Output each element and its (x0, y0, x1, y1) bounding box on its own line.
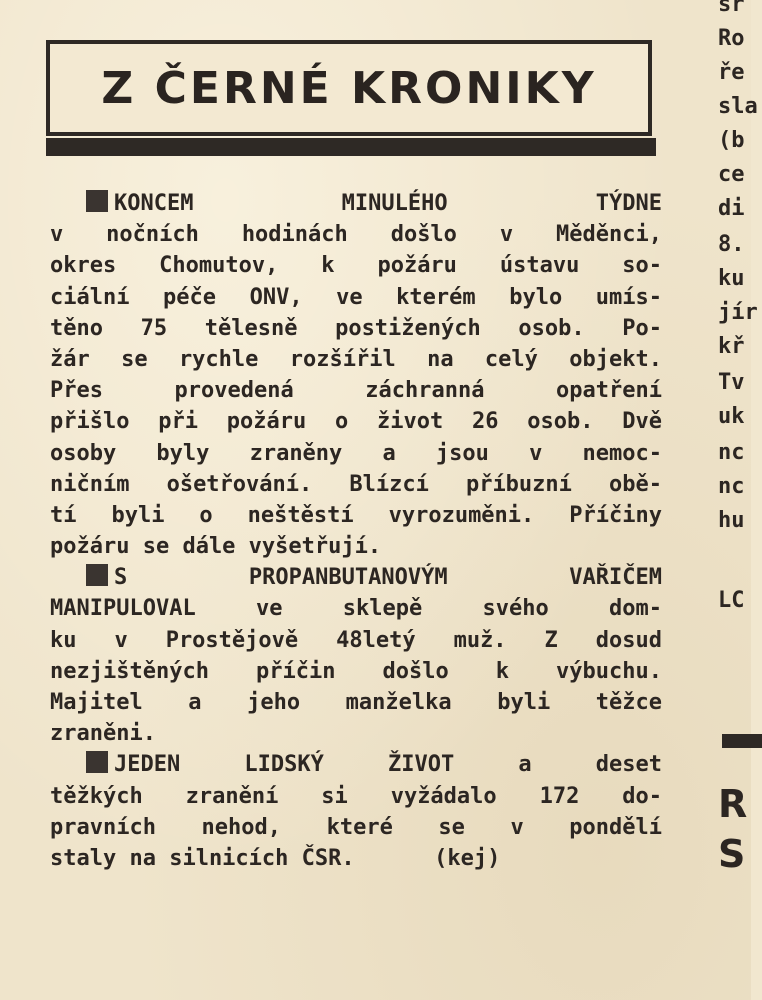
adjacent-fragment: R (718, 782, 748, 826)
adjacent-fragment: sr (718, 0, 745, 17)
adjacent-fragment: hu (718, 508, 745, 533)
article-line-signature: staly na silnicích ČSR. (kej) (50, 845, 501, 871)
article-line: osoby byly zraněny a jsou v nemoc- (50, 440, 662, 466)
article-line: v nočních hodinách došlo v Měděnci, (50, 222, 662, 248)
article-line: Přes provedená záchranná opatření (50, 378, 662, 404)
article-line: KONCEM MINULÉHO TÝDNE (50, 188, 662, 219)
adjacent-fragment: LC (718, 588, 745, 613)
article-line: MANIPULOVAL ve sklepě svého dom- (50, 596, 662, 622)
article-line: nezjištěných příčin došlo k výbuchu. (50, 658, 662, 684)
adjacent-fragment: S (718, 832, 746, 876)
article-line: přišlo při požáru o život 26 osob. Dvě (50, 409, 662, 435)
adjacent-fragment: di (718, 196, 745, 221)
adjacent-fragment: nc (718, 440, 745, 465)
article-line: pravních nehod, které se v pondělí (50, 814, 662, 840)
article-line: těžkých zranění si vyžádalo 172 do- (50, 783, 662, 809)
adjacent-fragment: nc (718, 474, 745, 499)
adjacent-fragment: ře (718, 60, 745, 85)
article-line: ničním ošetřování. Blízcí příbuzní obě- (50, 471, 662, 497)
headline-underline-bar (46, 138, 656, 156)
bullet-square-icon (86, 751, 108, 773)
article-line: zraněni. (50, 721, 156, 747)
article-line: těno 75 tělesně postižených osob. Po- (50, 315, 662, 341)
headline: Z ČERNÉ KRONIKY (101, 62, 597, 114)
bullet-square-icon (86, 564, 108, 586)
article-line: JEDEN LIDSKÝ ŽIVOT a deset (50, 749, 662, 780)
adjacent-fragment: uk (718, 404, 745, 429)
headline-frame (46, 40, 652, 136)
article-line: žár se rychle rozšířil na celý objekt. (50, 346, 662, 372)
adjacent-rule-bar (722, 734, 762, 748)
article-line: S PROPANBUTANOVÝM VAŘIČEM (50, 562, 662, 593)
adjacent-fragment: (b (718, 128, 745, 153)
adjacent-fragment: Ro (718, 26, 745, 51)
adjacent-fragment: ku (718, 266, 745, 291)
article-line: ku v Prostějově 48letý muž. Z dosud (50, 627, 662, 653)
article-line: ciální péče ONV, ve kterém bylo umís- (50, 284, 662, 310)
article-body (50, 188, 662, 874)
adjacent-fragment: Tv (718, 370, 745, 395)
adjacent-column-fragments (716, 0, 756, 1000)
article-line: okres Chomutov, k požáru ústavu so- (50, 253, 662, 279)
adjacent-fragment: ce (718, 162, 745, 187)
adjacent-fragment: sla (718, 94, 758, 119)
adjacent-fragment: kř (718, 334, 745, 359)
article-line: Majitel a jeho manželka byli těžce (50, 690, 662, 715)
adjacent-fragment: jír (718, 300, 758, 325)
bullet-square-icon (86, 190, 108, 212)
adjacent-fragment: 8. (718, 232, 745, 257)
article-line: požáru se dále vyšetřují. (50, 534, 382, 560)
article-line: tí byli o neštěstí vyrozuměni. Příčiny (50, 502, 662, 528)
